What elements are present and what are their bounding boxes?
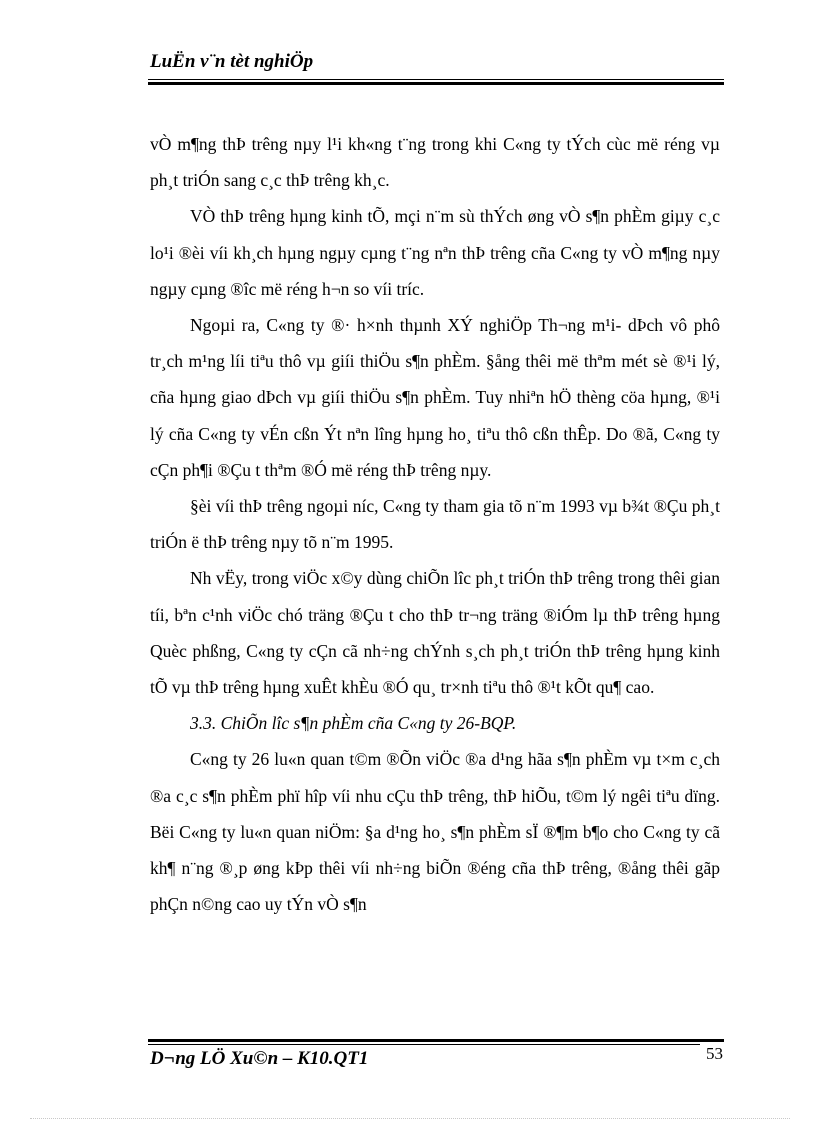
paragraph-continuation: vÒ m¶ng thÞ trêng nµy l¹i kh«ng t¨ng trong khi C«ng ty tÝch cùc më réng vµ ph¸t triÓn sang c¸c thÞ trêng kh¸c. xyxy=(150,134,720,191)
body-text xyxy=(150,126,720,922)
header-rule-thick xyxy=(148,82,724,85)
paragraph-trade-enterprise: Ngoµi ra, C«ng ty ®· h×nh thµnh XÝ nghiÖp Th¬ng m¹i- dÞch vô phô tr¸ch m¹ng líi tiªu thô vµ giíi thiÖu s¶n phÈm. §ång thêi më thªm mét sè ®¹i lý, cña hµng giao dÞch vµ giíi thiÖu s¶n phÈm. Tuy nhiªn hÖ thèng cöa hµng, ®¹i lý cña C«ng ty vÉn cßn Ýt nªn lîng hµng ho¸ tiªu thô cßn thÊp. Do ®ã, C«ng ty cÇn ph¶i ®Çu t thªm ®Ó më réng thÞ trêng nµy. xyxy=(150,315,720,480)
footer-rule-thick xyxy=(148,1039,724,1042)
header-rule-thin xyxy=(148,79,724,80)
paragraph-foreign-market: §èi víi thÞ trêng ngoµi níc, C«ng ty tham gia tõ n¨m 1993 vµ b¾t ®Çu ph¸t triÓn ë thÞ trêng nµy tõ n¨m 1995. xyxy=(150,496,720,553)
page-number: 53 xyxy=(706,1044,723,1063)
paragraph-domestic-market: VÒ thÞ trêng hµng kinh tÕ, mçi n¨m sù thÝch øng vÒ s¶n phÈm giµy c¸c lo¹i ®èi víi kh¸ch hµng ngµy cµng t¨ng nªn thÞ trêng cña C«ng ty vÒ m¶ng nµy ngµy cµng ®îc më réng h¬n so víi tríc. xyxy=(150,206,720,299)
section-heading: 3.3. ChiÕn lîc s¶n phÈm cña C«ng ty 26-BQP. xyxy=(190,713,517,734)
running-header-title: LuËn v¨n tèt nghiÖp xyxy=(150,51,314,72)
footer-rule-thin xyxy=(148,1044,700,1045)
paragraph-product-strategy: C«ng ty 26 lu«n quan t©m ®Õn viÖc ®a d¹ng hãa s¶n phÈm vµ t×m c¸ch ®a c¸c s¶n phÈm phï hîp víi nhu cÇu thÞ trêng, thÞ hiÕu, t©m lý ngêi tiªu dïng. Bëi C«ng ty lu«n quan niÖm: §a d¹ng ho¸ s¶n phÈm sÏ ®¶m b¶o cho C«ng ty cã kh¶ n¨ng ®¸p øng kÞp thêi víi nh÷ng biÕn ®éng cña thÞ trêng, ®ång thêi gãp phÇn n©ng cao uy tÝn vÒ s¶n xyxy=(150,749,720,915)
paragraph-market-strategy: Nh vËy, trong viÖc x©y dùng chiÕn lîc ph¸t triÓn thÞ trêng trong thêi gian tíi, bªn c¹nh viÖc chó träng ®Çu t cho thÞ tr¬ng träng ®iÓm lµ thÞ trêng hµng Quèc phßng, C«ng ty cÇn cã nh÷ng chÝnh s¸ch ph¸t triÓn thÞ trêng hµng kinh tÕ vµ thÞ trêng hµng xuÊt khÈu ®Ó qu¸ tr×nh tiªu thô ®¹t kÕt qu¶ cao. xyxy=(150,568,720,698)
footer-author: D¬ng LÖ Xu©n – K10.QT1 xyxy=(150,1048,369,1069)
page-bottom-dotted-line xyxy=(30,1118,790,1119)
